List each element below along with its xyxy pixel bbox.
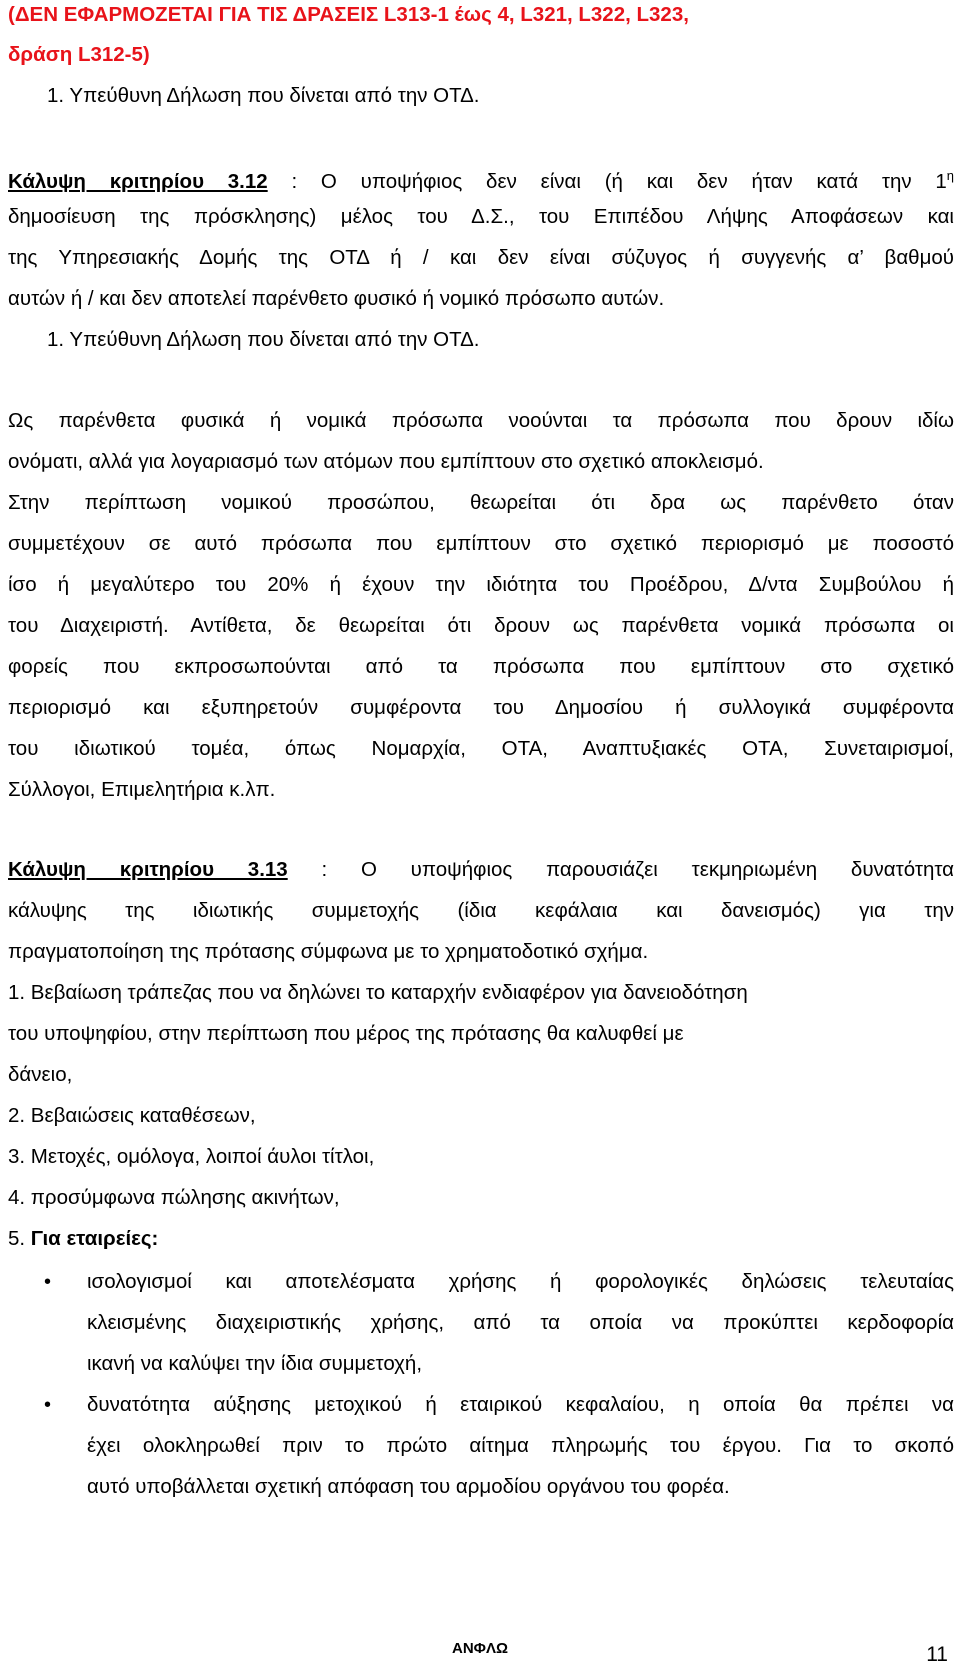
- criterion-313-line-1: Κάλυψη κριτηρίου 3.13 : Ο υποψήφιος παρουσιάζει τεκμηριωμένη δυνατότητα: [8, 858, 955, 881]
- criterion-312-label: Κάλυψη κριτηρίου 3.12: [8, 169, 268, 193]
- paragraph-line-1: Ως παρένθετα φυσικά ή νομικά πρόσωπα νοούνται τα πρόσωπα που δρουν ιδίω: [8, 409, 954, 432]
- header-item-1: 1. Υπεύθυνη Δήλωση που δίνεται από την ΟΤΔ.: [47, 84, 480, 107]
- paragraph-line-3: Στην περίπτωση νομικού προσώπου, θεωρείται ότι δρα ως παρένθετο όταν: [8, 491, 954, 514]
- criterion-313-item-3: 3. Μετοχές, ομόλογα, λοιποί άυλοι τίτλοι,: [8, 1145, 375, 1168]
- criterion-313-line-2: κάλυψης της ιδιωτικής συμμετοχής (ίδια κεφάλαια και δανεισμός) για την: [8, 899, 954, 922]
- criterion-312-item-1: 1. Υπεύθυνη Δήλωση που δίνεται από την ΟΤΔ.: [47, 328, 480, 351]
- paragraph-line-9: του ιδιωτικού τομέα, όπως Νομαρχία, ΟΤΑ, Αναπτυξιακές ΟΤΑ, Συνεταιρισμοί,: [8, 737, 954, 760]
- paragraph-line-5: ίσο ή μεγαλύτερο του 20% ή έχουν την ιδιότητα του Προέδρου, Δ/ντα Συμβούλου ή: [8, 573, 954, 596]
- bullet-2-line-2: έχει ολοκληρωθεί πριν το πρώτο αίτημα πληρωμής του έργου. Για το σκοπό: [87, 1434, 954, 1457]
- paragraph-line-2: ονόματι, αλλά για λογαριασμό των ατόμων που εμπίπτουν στο σχετικό αποκλεισμό.: [8, 450, 764, 473]
- criterion-312-line-1: Κάλυψη κριτηρίου 3.12 : Ο υποψήφιος δεν είναι (ή και δεν ήταν κατά την $1^\eta$: [8, 168, 954, 193]
- criterion-313-label: Κάλυψη κριτηρίου 3.13: [8, 858, 288, 881]
- criterion-313-item-5: 5. Για εταιρείες:: [8, 1227, 159, 1250]
- criterion-313-item-4: 4. προσύμφωνα πώλησης ακινήτων,: [8, 1186, 340, 1209]
- paragraph-line-10: Σύλλογοι, Επιμελητήρια κ.λπ.: [8, 778, 276, 801]
- criterion-313-item-2: 2. Βεβαιώσεις καταθέσεων,: [8, 1104, 256, 1127]
- bullet-1-line-3: ικανή να καλύψει την ίδια συμμετοχή,: [87, 1352, 423, 1375]
- bullet-2-line-1: δυνατότητα αύξησης μετοχικού ή εταιρικού κεφαλαίου, η οποία θα πρέπει να: [87, 1393, 954, 1416]
- bullet-2-line-3: αυτό υποβάλλεται σχετική απόφαση του αρμοδίου οργάνου του φορέα.: [87, 1475, 730, 1498]
- criterion-312-line-2: δημοσίευση της πρόσκλησης) μέλος του Δ.Σ., του Επιπέδου Λήψης Αποφάσεων και: [8, 205, 954, 228]
- page-number: 11: [926, 1643, 948, 1666]
- paragraph-line-6: του Διαχειριστή. Αντίθετα, δε θεωρείται ότι δρουν ως παρένθετα νομικά πρόσωπα οι: [8, 614, 954, 637]
- header-line-2: δράση L312-5): [8, 43, 150, 66]
- criterion-313-item-1-line-3: δάνειο,: [8, 1063, 73, 1086]
- criterion-312-line-4: αυτών ή / και δεν αποτελεί παρένθετο φυσικό ή νομικό πρόσωπο αυτών.: [8, 287, 665, 310]
- criterion-313-item-1-line-2: του υποψηφίου, στην περίπτωση που μέρος της πρότασης θα καλυφθεί με: [8, 1022, 684, 1045]
- criterion-313-item-1-line-1: 1. Βεβαίωση τράπεζας που να δηλώνει το καταρχήν ενδιαφέρον για δανειοδότηση: [8, 981, 748, 1004]
- paragraph-line-4: συμμετέχουν σε αυτό πρόσωπα που εμπίπτουν στο σχετικό περιορισμό με ποσοστό: [8, 532, 954, 555]
- bullet-icon: •: [44, 1394, 52, 1416]
- bullet-1-line-1: ισολογισμοί και αποτελέσματα χρήσης ή φορολογικές δηλώσεις τελευταίας: [87, 1270, 954, 1293]
- header-line-1: (ΔΕΝ ΕΦΑΡΜΟΖΕΤΑΙ ΓΙΑ ΤΙΣ ΔΡΑΣΕΙΣ L313-1 έως 4, L321, L322, L323,: [8, 3, 689, 26]
- paragraph-line-7: φορείς που εκπροσωπούνται από τα πρόσωπα που εμπίπτουν στο σχετικό: [8, 655, 954, 678]
- bullet-icon: •: [44, 1271, 52, 1293]
- bullet-1-line-2: κλεισμένης διαχειριστικής χρήσης, από τα οποία να προκύπτει κερδοφορία: [87, 1311, 954, 1334]
- criterion-312-line-3: της Υπηρεσιακής Δομής της ΟΤΔ ή / και δεν είναι σύζυγος ή συγγενής α’ βαθμού: [8, 246, 954, 269]
- criterion-313-line-3: πραγματοποίηση της πρότασης σύμφωνα με το χρηματοδοτικό σχήμα.: [8, 940, 649, 963]
- footer-label: ΑΝΦΛΩ: [451, 1640, 508, 1657]
- paragraph-line-8: περιορισμό και εξυπηρετούν συμφέροντα του Δημοσίου ή συλλογικά συμφέροντα: [8, 696, 954, 719]
